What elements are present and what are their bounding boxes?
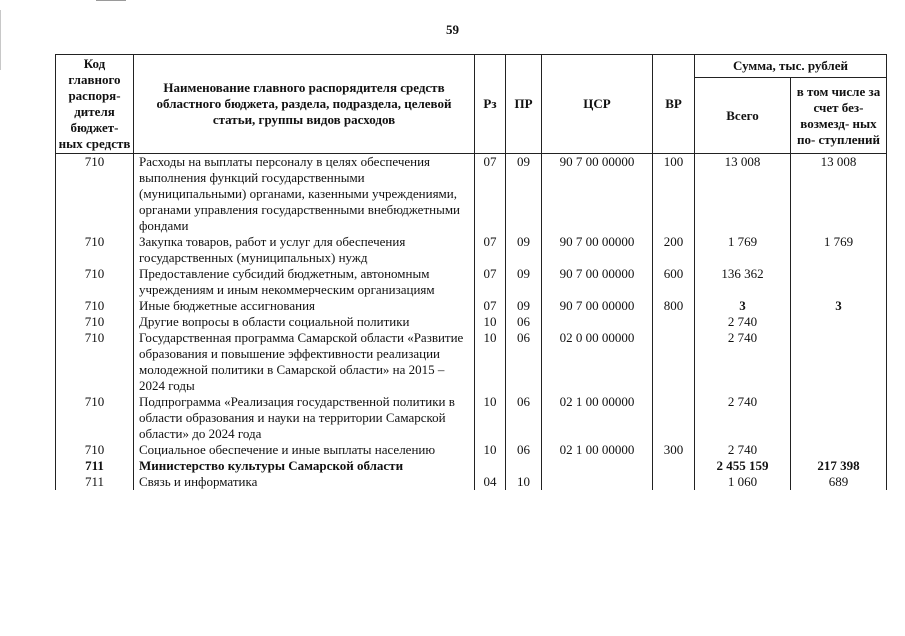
cell-vr: [653, 314, 695, 330]
cell-rz: 04: [475, 474, 506, 490]
cell-vr: [653, 474, 695, 490]
header-code: Код главного распоря- дителя бюджет- ных средств: [56, 55, 134, 154]
cell-pr: 09: [506, 298, 542, 314]
header-vr: ВР: [653, 55, 695, 154]
cell-code: 710: [56, 234, 134, 266]
cell-rz: 07: [475, 266, 506, 298]
cell-rz: 07: [475, 154, 506, 235]
cell-name: Закупка товаров, работ и услуг для обеспечения государственных (муниципальных) нужд: [134, 234, 475, 266]
cell-total: 2 455 159: [695, 458, 791, 474]
cell-pr: 09: [506, 154, 542, 235]
cell-name: Иные бюджетные ассигнования: [134, 298, 475, 314]
cell-gratuitous: [791, 442, 887, 458]
table-row: [56, 330, 887, 394]
table-row: [56, 266, 887, 298]
cell-gratuitous: 689: [791, 474, 887, 490]
cell-code: 710: [56, 154, 134, 235]
cell-code: 710: [56, 330, 134, 394]
table-header: [56, 55, 887, 154]
cell-name: Предоставление субсидий бюджетным, автономным учреждениям и иным некоммерческим организациям: [134, 266, 475, 298]
cell-vr: 300: [653, 442, 695, 458]
cell-pr: 10: [506, 474, 542, 490]
cell-gratuitous: [791, 330, 887, 394]
cell-vr: 200: [653, 234, 695, 266]
cell-total: 136 362: [695, 266, 791, 298]
table-row: [56, 442, 887, 458]
cell-total: 1 769: [695, 234, 791, 266]
header-name: Наименование главного распорядителя средств областного бюджета, раздела, подраздела, целевой статьи, группы видов расходов: [134, 55, 475, 154]
cell-csr: 90 7 00 00000: [542, 266, 653, 298]
cell-gratuitous: 13 008: [791, 154, 887, 235]
cell-total: 1 060: [695, 474, 791, 490]
cell-rz: 10: [475, 442, 506, 458]
cell-csr: 02 1 00 00000: [542, 442, 653, 458]
cell-rz: 10: [475, 394, 506, 442]
table-row: [56, 298, 887, 314]
cell-vr: [653, 458, 695, 474]
page-number: 59: [446, 22, 459, 37]
cell-gratuitous: [791, 394, 887, 442]
cell-code: 710: [56, 314, 134, 330]
cell-code: 711: [56, 474, 134, 490]
cell-gratuitous: 217 398: [791, 458, 887, 474]
cell-total: 2 740: [695, 314, 791, 330]
cell-gratuitous: [791, 314, 887, 330]
table-body: [56, 154, 887, 491]
cell-vr: 800: [653, 298, 695, 314]
table-row: [56, 154, 887, 235]
cell-vr: 100: [653, 154, 695, 235]
cell-gratuitous: 3: [791, 298, 887, 314]
cell-csr: 02 0 00 00000: [542, 330, 653, 394]
cell-code: 710: [56, 394, 134, 442]
header-csr: ЦСР: [542, 55, 653, 154]
cell-csr: [542, 474, 653, 490]
cell-pr: 06: [506, 442, 542, 458]
cell-name: Связь и информатика: [134, 474, 475, 490]
cell-code: 711: [56, 458, 134, 474]
cell-code: 710: [56, 266, 134, 298]
cell-name: Государственная программа Самарской области «Развитие образования и повышение эффективности реализации молодежной политики в Самарской области» на 2015 – 2024 годы: [134, 330, 475, 394]
table-row: [56, 394, 887, 442]
cell-vr: [653, 330, 695, 394]
cell-rz: 10: [475, 330, 506, 394]
table-row: [56, 314, 887, 330]
budget-table: [55, 54, 887, 490]
cell-total: 2 740: [695, 442, 791, 458]
cell-total: 2 740: [695, 330, 791, 394]
cell-gratuitous: 1 769: [791, 234, 887, 266]
cell-csr: 90 7 00 00000: [542, 154, 653, 235]
header-rz: Рз: [475, 55, 506, 154]
scan-artifact-top: [96, 0, 126, 1]
table-row: [56, 234, 887, 266]
cell-pr: 09: [506, 266, 542, 298]
cell-total: 3: [695, 298, 791, 314]
cell-csr: 02 1 00 00000: [542, 394, 653, 442]
cell-pr: 06: [506, 394, 542, 442]
cell-name: Другие вопросы в области социальной политики: [134, 314, 475, 330]
cell-rz: 10: [475, 314, 506, 330]
table-row: [56, 458, 887, 474]
cell-gratuitous: [791, 266, 887, 298]
cell-pr: [506, 458, 542, 474]
cell-pr: 06: [506, 314, 542, 330]
header-total: Всего: [695, 78, 791, 154]
cell-pr: 06: [506, 330, 542, 394]
cell-total: 2 740: [695, 394, 791, 442]
cell-csr: [542, 458, 653, 474]
cell-total: 13 008: [695, 154, 791, 235]
cell-vr: 600: [653, 266, 695, 298]
header-pr: ПР: [506, 55, 542, 154]
cell-pr: 09: [506, 234, 542, 266]
cell-csr: [542, 314, 653, 330]
cell-name: Министерство культуры Самарской области: [134, 458, 475, 474]
cell-rz: [475, 458, 506, 474]
table-row: [56, 474, 887, 490]
cell-rz: 07: [475, 234, 506, 266]
header-gratuitous: в том числе за счет без- возмезд- ных по- ступлений: [791, 78, 887, 154]
cell-csr: 90 7 00 00000: [542, 298, 653, 314]
cell-name: Социальное обеспечение и иные выплаты населению: [134, 442, 475, 458]
cell-code: 710: [56, 442, 134, 458]
cell-name: Расходы на выплаты персоналу в целях обеспечения выполнения функций государственными (муниципальными) органами, казенными учреждениями, органами управления государственными внебюджетными фондами: [134, 154, 475, 235]
cell-csr: 90 7 00 00000: [542, 234, 653, 266]
cell-rz: 07: [475, 298, 506, 314]
scan-artifact-left: [0, 10, 1, 70]
header-sum: Сумма, тыс. рублей: [695, 55, 887, 78]
cell-vr: [653, 394, 695, 442]
cell-code: 710: [56, 298, 134, 314]
cell-name: Подпрограмма «Реализация государственной политики в области образования и науки на территории Самарской области» до 2024 года: [134, 394, 475, 442]
